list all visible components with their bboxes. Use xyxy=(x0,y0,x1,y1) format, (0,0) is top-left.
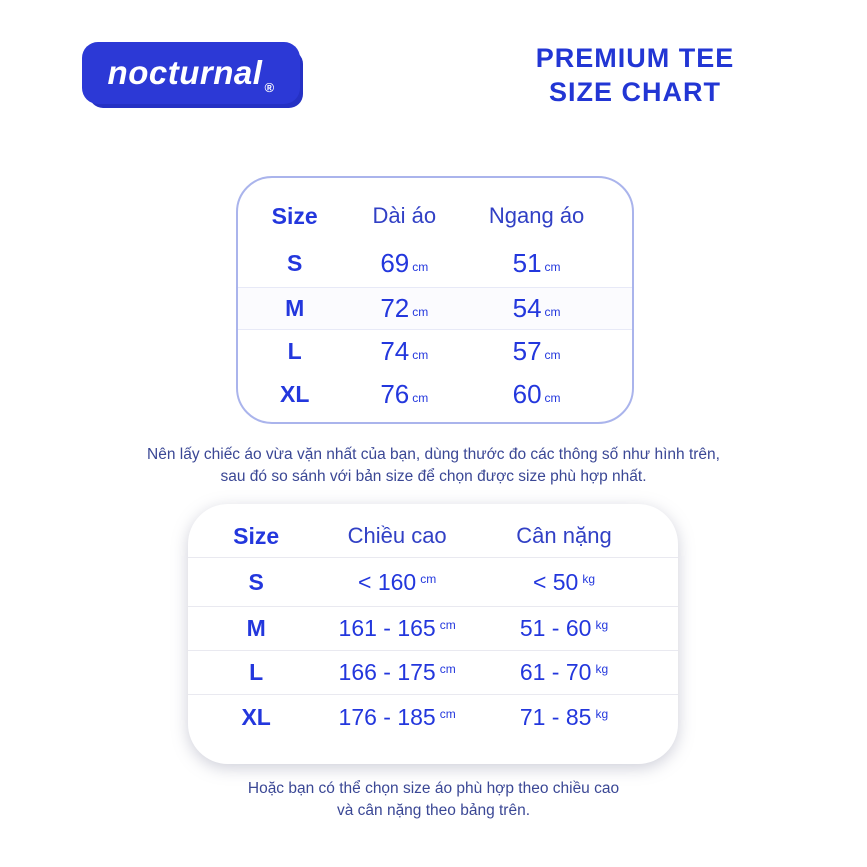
length-number: 72 xyxy=(380,293,410,323)
size-label: S xyxy=(287,250,303,276)
length-number: 69 xyxy=(380,248,410,278)
brand-logo xyxy=(82,42,300,104)
length-unit: cm xyxy=(412,347,429,362)
width-unit: cm xyxy=(544,390,561,405)
size-label: XL xyxy=(280,380,310,407)
size-label: S xyxy=(248,568,264,595)
length-number: 76 xyxy=(380,378,410,409)
measuring-note xyxy=(0,444,867,487)
size-label: L xyxy=(249,659,264,685)
body-size-note-line1: Hoặc bạn có thể chọn size áo phù hợp theo chiều cao xyxy=(247,780,620,797)
width-unit: cm xyxy=(544,305,561,319)
width-value xyxy=(513,293,561,324)
width-unit: cm xyxy=(544,347,561,362)
length-value xyxy=(380,248,428,279)
height-value xyxy=(339,659,456,686)
body-table-header-row xyxy=(188,504,678,557)
body-size-table xyxy=(188,504,678,764)
width-number: 51 xyxy=(512,248,542,278)
table-row xyxy=(188,606,678,650)
garment-table-header-row xyxy=(238,178,632,240)
registered-trademark-icon: ® xyxy=(264,80,275,95)
height-number: < 160 xyxy=(358,568,417,595)
width-number: 60 xyxy=(512,378,542,409)
weight-unit: kg xyxy=(582,571,596,586)
body-header-weight: Cân nặng xyxy=(516,523,612,548)
garment-size-table xyxy=(236,176,634,424)
length-number: 74 xyxy=(380,335,410,366)
brand-name: nocturnal xyxy=(107,54,263,91)
weight-value xyxy=(520,704,608,731)
page-title-line2: SIZE CHART xyxy=(549,77,721,107)
length-unit: cm xyxy=(412,305,429,319)
width-value xyxy=(513,379,561,410)
length-value xyxy=(380,336,428,367)
height-value xyxy=(339,704,456,731)
length-unit: cm xyxy=(412,260,429,274)
weight-value xyxy=(520,615,608,642)
height-number: 166 - 175 xyxy=(338,659,436,685)
width-unit: cm xyxy=(544,260,561,274)
table-row xyxy=(238,372,632,416)
size-label: XL xyxy=(241,704,271,730)
weight-value xyxy=(520,659,608,686)
width-value xyxy=(513,248,561,279)
height-value xyxy=(358,569,436,596)
length-value xyxy=(380,379,428,410)
page-title-line1: PREMIUM TEE xyxy=(535,43,735,73)
weight-unit: kg xyxy=(595,618,609,632)
body-header-height: Chiều cao xyxy=(347,523,447,548)
height-unit: cm xyxy=(439,618,456,632)
height-unit: cm xyxy=(420,571,437,586)
weight-number: 71 - 85 xyxy=(519,704,592,730)
measuring-note-line2: sau đó so sánh với bản size để chọn được size phù hợp nhất. xyxy=(220,467,647,485)
body-header-size: Size xyxy=(233,522,280,549)
page-title xyxy=(500,41,770,109)
size-label: L xyxy=(287,337,302,364)
length-unit: cm xyxy=(412,390,429,405)
height-value xyxy=(339,615,456,642)
weight-number: 51 - 60 xyxy=(519,615,592,641)
size-label: M xyxy=(246,615,266,641)
weight-value xyxy=(533,569,595,596)
garment-header-size: Size xyxy=(271,202,318,229)
table-row xyxy=(238,287,632,330)
table-row xyxy=(188,694,678,740)
table-row xyxy=(188,557,678,606)
table-row xyxy=(238,330,632,372)
size-label: M xyxy=(285,295,305,321)
width-value xyxy=(513,336,561,367)
garment-header-length: Dài áo xyxy=(372,203,437,228)
measuring-note-line1: Nên lấy chiếc áo vừa vặn nhất của bạn, dùng thước đo các thông số như hình trên, xyxy=(147,446,720,463)
length-value xyxy=(380,293,428,324)
width-number: 54 xyxy=(512,293,542,323)
table-row xyxy=(238,240,632,287)
weight-unit: kg xyxy=(595,662,609,676)
body-size-note-line2: và cân nặng theo bảng trên. xyxy=(336,801,531,819)
weight-unit: kg xyxy=(595,707,609,721)
height-unit: cm xyxy=(439,662,456,676)
table-row xyxy=(188,650,678,694)
weight-number: < 50 xyxy=(532,568,579,595)
weight-number: 61 - 70 xyxy=(519,659,592,685)
height-number: 176 - 185 xyxy=(338,704,436,730)
width-number: 57 xyxy=(512,335,542,366)
height-number: 161 - 165 xyxy=(338,615,436,641)
body-size-note xyxy=(0,778,867,821)
height-unit: cm xyxy=(439,707,456,721)
garment-header-width: Ngang áo xyxy=(488,203,585,228)
